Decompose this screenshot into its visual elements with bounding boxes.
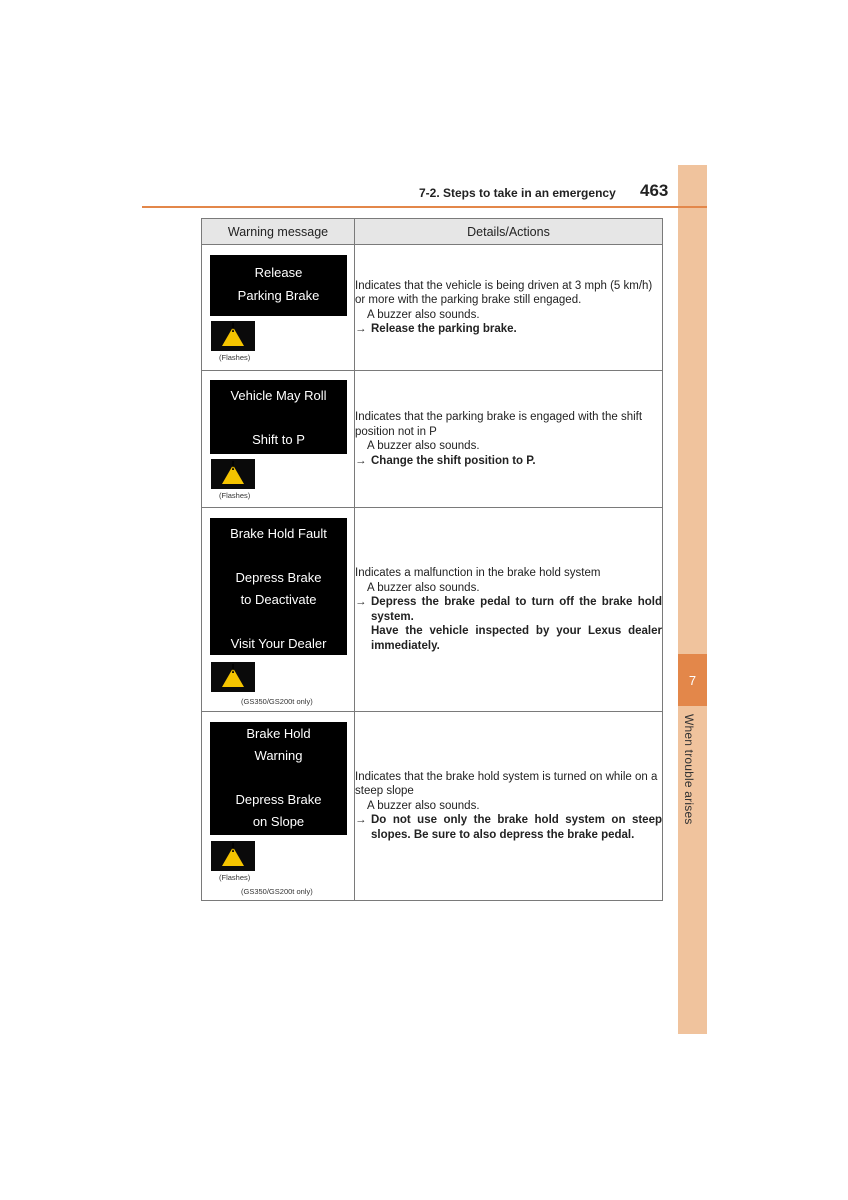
details-text: Indicates that the parking brake is engaged with the shift position not in P: [355, 411, 643, 438]
buzzer-note: A buzzer also sounds.: [367, 799, 480, 812]
warning-message-cell: [202, 712, 355, 901]
screen-line: Brake Hold Fault: [230, 526, 327, 541]
screen-line: Shift to P: [252, 432, 305, 447]
table-header-row: [202, 219, 663, 245]
details-cell: [355, 712, 663, 901]
table-row: [202, 712, 663, 901]
warning-table: [201, 218, 663, 901]
warning-triangle-icon: !: [211, 459, 255, 489]
flash-note: (Flashes): [219, 491, 251, 500]
buzzer-note: A buzzer also sounds.: [367, 308, 480, 321]
arrow-icon: →: [355, 323, 367, 335]
chapter-title: When trouble arises: [682, 714, 696, 825]
action-item: [355, 454, 662, 469]
arrow-icon: →: [355, 814, 367, 827]
screen-line: Depress Brake: [235, 570, 322, 585]
flash-note: (Flashes): [219, 353, 251, 362]
details-cell: [355, 508, 663, 712]
display-screen: [210, 255, 347, 316]
screen-line: Warning: [254, 748, 303, 763]
action-item: [355, 813, 662, 842]
column-header-details-actions: Details/Actions: [355, 219, 663, 245]
table-row: [202, 245, 663, 371]
model-note: (GS350/GS200t only): [241, 887, 313, 896]
screen-line: Brake Hold: [246, 726, 311, 741]
action-item: [355, 624, 662, 653]
warning-triangle-icon: !: [211, 321, 255, 351]
screen-line: Parking Brake: [237, 288, 320, 303]
buzzer-note: A buzzer also sounds.: [367, 581, 480, 594]
screen-line: Release: [254, 265, 303, 280]
details-cell: [355, 245, 663, 371]
action-text: Change the shift position to P.: [371, 454, 536, 467]
action-text: Have the vehicle inspected by your Lexus dealer immediately.: [371, 625, 662, 652]
model-note: (GS350/GS200t only): [241, 697, 313, 706]
screen-line: Depress Brake: [235, 792, 322, 807]
display-screen: [210, 722, 347, 835]
display-screen: [210, 518, 347, 655]
action-text: Do not use only the brake hold system on steep slopes. Be sure to also depress the brake pedal.: [371, 814, 662, 841]
table-row: [202, 371, 663, 508]
side-tab: [678, 165, 707, 1034]
arrow-icon: →: [355, 454, 367, 467]
action-text: Release the parking brake.: [371, 323, 517, 335]
buzzer-note: A buzzer also sounds.: [367, 440, 480, 452]
screen-line: on Slope: [252, 814, 305, 829]
page-number: 463: [640, 181, 669, 200]
details-text: Indicates that the brake hold system is turned on while on a steep slope: [355, 770, 658, 798]
action-item: [355, 595, 662, 624]
flash-note: (Flashes): [219, 873, 251, 882]
screen-line: to Deactivate: [240, 592, 317, 607]
action-text: Depress the brake pedal to turn off the brake hold system.: [371, 596, 662, 623]
details-text: Indicates a malfunction in the brake hold system: [355, 567, 601, 579]
column-header-warning-message: Warning message: [202, 219, 355, 245]
warning-message-cell: [202, 371, 355, 508]
warning-triangle-icon: !: [211, 662, 255, 692]
screen-line: Visit Your Dealer: [230, 636, 327, 651]
screen-line: Vehicle May Roll: [230, 388, 327, 403]
warning-message-cell: [202, 245, 355, 371]
section-title: 7-2. Steps to take in an emergency: [419, 186, 616, 200]
chapter-number: 7: [678, 654, 707, 706]
details-cell: [355, 371, 663, 508]
action-item: [355, 322, 662, 337]
display-screen: [210, 380, 347, 454]
warning-message-cell: [202, 508, 355, 712]
details-text: Indicates that the vehicle is being driven at 3 mph (5 km/h) or more with the parking brake still engaged.: [355, 279, 653, 306]
header-rule: [142, 206, 707, 208]
table-row: [202, 508, 663, 712]
warning-triangle-icon: !: [211, 841, 255, 871]
arrow-icon: →: [355, 596, 367, 608]
